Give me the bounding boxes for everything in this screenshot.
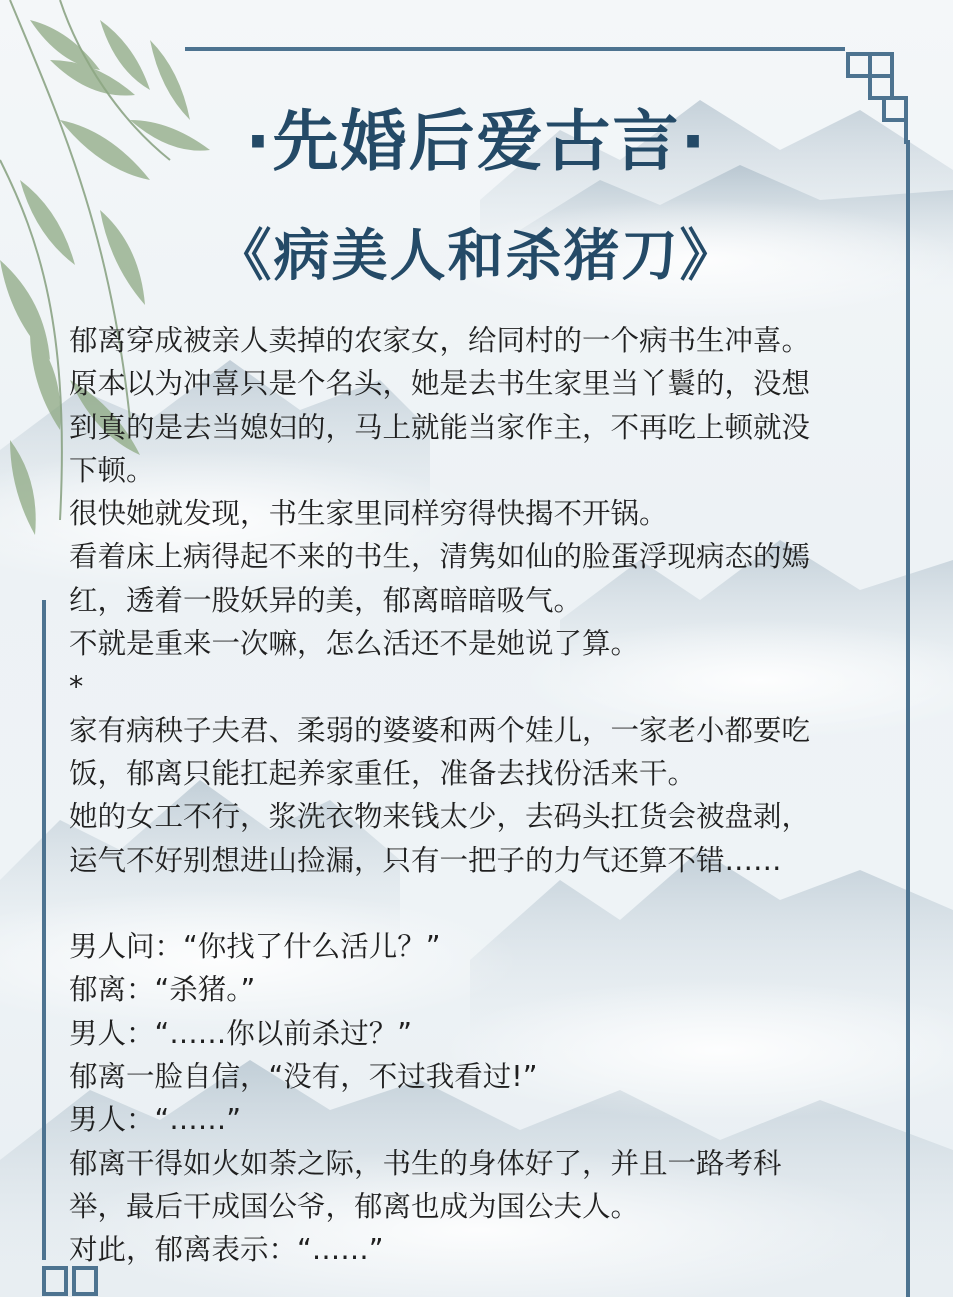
text-line: 下顿。 bbox=[69, 453, 155, 487]
text-line: 她的女工不行，浆洗衣物来钱太少，去码头扛货会被盘剥， bbox=[69, 800, 811, 834]
dialogue-line: 男人：“……你以前杀过？” bbox=[69, 1016, 413, 1050]
text-line: 运气不好别想进山捡漏，只有一把子的力气还算不错…… bbox=[69, 843, 782, 877]
text-line: 红，透着一股妖异的美，郁离暗暗吸气。 bbox=[69, 583, 583, 617]
dialogue-line: 郁离：“杀猪。” bbox=[69, 973, 256, 1007]
text-line: 不就是重来一次嘛，怎么活还不是她说了算。 bbox=[69, 627, 640, 661]
frame-top-line bbox=[185, 47, 845, 51]
frame-right-line bbox=[906, 140, 910, 1297]
text-line: 郁离穿成被亲人卖掉的农家女，给同村的一个病书生冲喜。 bbox=[69, 324, 811, 357]
page-title: ·先婚后爱古言· bbox=[245, 103, 708, 180]
dialogue-line: 男人：“……” bbox=[69, 1103, 242, 1137]
frame-left-line bbox=[42, 600, 46, 1260]
dialogue-line: 男人问：“你找了什么活儿？” bbox=[69, 930, 441, 964]
text-line: 看着床上病得起不来的书生，清隽如仙的脸蛋浮现病态的嫣 bbox=[69, 540, 811, 574]
text-line: 家有病秧子夫君、柔弱的婆婆和两个娃儿，一家老小都要吃 bbox=[69, 713, 811, 747]
dialogue-line: 郁离一脸自信，“没有，不过我看过!” bbox=[69, 1060, 538, 1094]
text-line: 举，最后干成国公爷，郁离也成为国公夫人。 bbox=[69, 1189, 640, 1223]
blank-line bbox=[69, 882, 889, 925]
synopsis-text bbox=[69, 319, 889, 1272]
text-line: 到真的是去当媳妇的，马上就能当家作主，不再吃上顿就没 bbox=[69, 410, 811, 444]
text-line: 饭，郁离只能扛起养家重任，准备去找份活来干。 bbox=[69, 756, 697, 790]
text-line: 原本以为冲喜只是个名头，她是去书生家里当丫鬟的，没想 bbox=[69, 367, 811, 401]
separator-asterisk: * bbox=[69, 670, 84, 704]
text-line: 对此，郁离表示：“……” bbox=[69, 1233, 384, 1267]
text-line: 郁离干得如火如荼之际，书生的身体好了，并且一路考科 bbox=[69, 1146, 782, 1180]
text-line: 很快她就发现，书生家里同样穷得快揭不开锅。 bbox=[69, 497, 668, 531]
book-title: 《病美人和杀猪刀》 bbox=[215, 224, 738, 289]
